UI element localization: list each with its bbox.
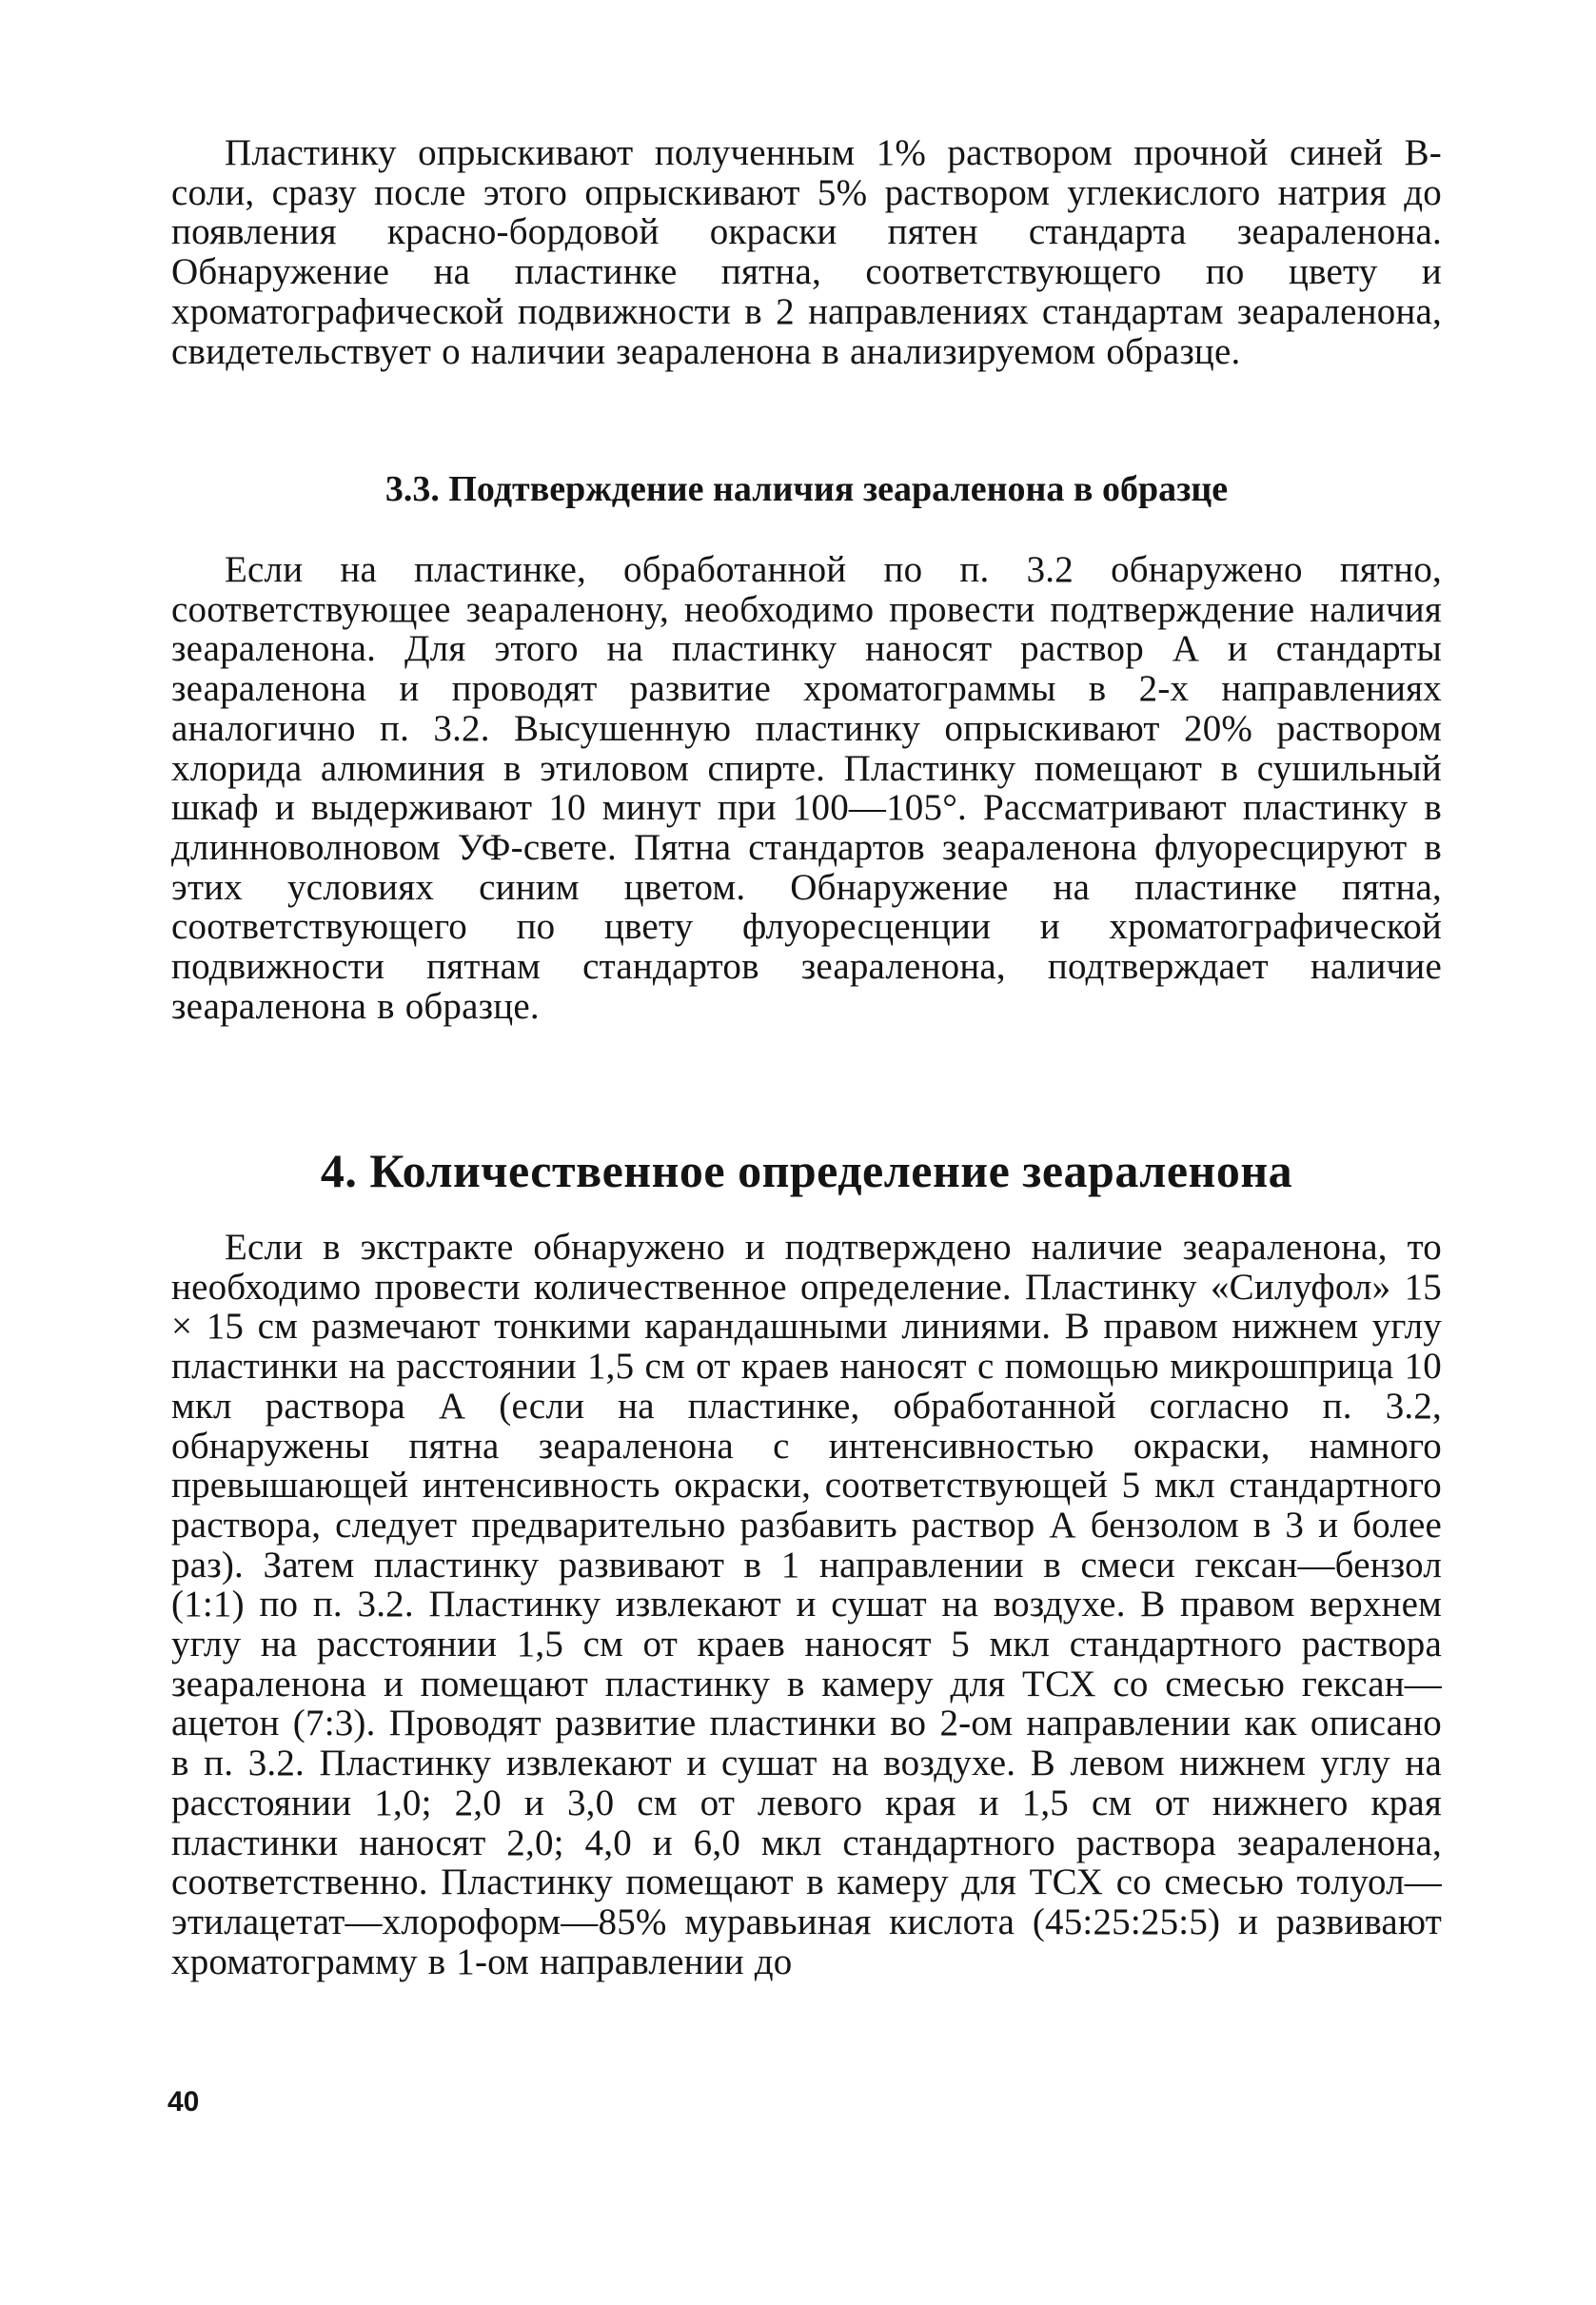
paragraph-text: Пластинку опрыскивают полученным 1% раствором прочной синей В-соли, сразу после этого опрыскивают 5% раствором углекислого натрия до появления красно-бордовой окраски пятен стандарта зеараленона. Обнаружение на пластинке пятна, соответствующего по цвету и хроматографической подвижности в 2 направлениях стандартам зеараленона, свидетельствует о наличии зеараленона в анализируемом образце. (171, 132, 1442, 372)
paragraph-quantitative (171, 1228, 1442, 1981)
paragraph-text: Если на пластинке, обработанной по п. 3.2 обнаружено пятно, соответствующее зеараленону, необходимо провести подтверждение наличия зеараленона. Для этого на пластинку наносят раствор А и стандарты зеараленона и проводят развитие хроматограммы в 2-х направлениях аналогично п. 3.2. Высушенную пластинку опрыскивают 20% раствором хлорида алюминия в этиловом спирте. Пластинку помещают в сушильный шкаф и выдерживают 10 минут при 100—105°. Рассматривают пластинку в длинноволновом УФ-свете. Пятна стандартов зеараленона флуоресцируют в этих условиях синим цветом. Обнаружение на пластинке пятна, соответствующего по цвету флуоресценции и хроматографической подвижности пятнам стандартов зеараленона, подтверждает наличие зеараленона в образце. (171, 549, 1442, 1027)
paragraph-spraying (171, 133, 1442, 371)
page-number: 40 (167, 2086, 200, 2118)
paragraph-confirmation (171, 550, 1442, 1026)
section-3-3-heading: 3.3. Подтверждение наличия зеараленона в образце (384, 469, 1229, 509)
section-4-heading: 4. Количественное определение зеараленона (320, 1144, 1293, 1197)
paragraph-text: Если в экстракте обнаружено и подтверждено наличие зеараленона, то необходимо провести количественное определение. Пластинку «Силуфол» 15 × 15 см размечают тонкими карандашными линиями. В правом нижнем углу пластинки на расстоянии 1,5 см от краев наносят с помощью микрошприца 10 мкл раствора А (если на пластинке, обработанной согласно п. 3.2, обнаружены пятна зеараленона с интенсивностью окраски, намного превышающей интенсивность окраски, соответствующей 5 мкл стандартного раствора, следует предварительно разбавить раствор А бензолом в 3 и более раз). Затем пластинку развивают в 1 направлении в смеси гексан—бензол (1:1) по п. 3.2. Пластинку извлекают и сушат на воздухе. В правом верхнем углу на расстоянии 1,5 см от краев наносят 5 мкл стандартного раствора зеараленона и помещают пластинку в камеру для ТСХ со смесью гексан—ацетон (7:3). Проводят развитие пластинки во 2-ом направлении как описано в п. 3.2. Пластинку извлекают и сушат на воздухе. В левом нижнем углу на расстоянии 1,0; 2,0 и 3,0 см от левого края и 1,5 см от нижнего края пластинки наносят 2,0; 4,0 и 6,0 мкл стандартного раствора зеараленона, соответственно. Пластинку помещают в камеру для ТСХ со смесью толуол—этилацетат—хлороформ—85% муравьиная кислота (45:25:25:5) и развивают хроматограмму в 1-ом направлении до (171, 1227, 1442, 1982)
